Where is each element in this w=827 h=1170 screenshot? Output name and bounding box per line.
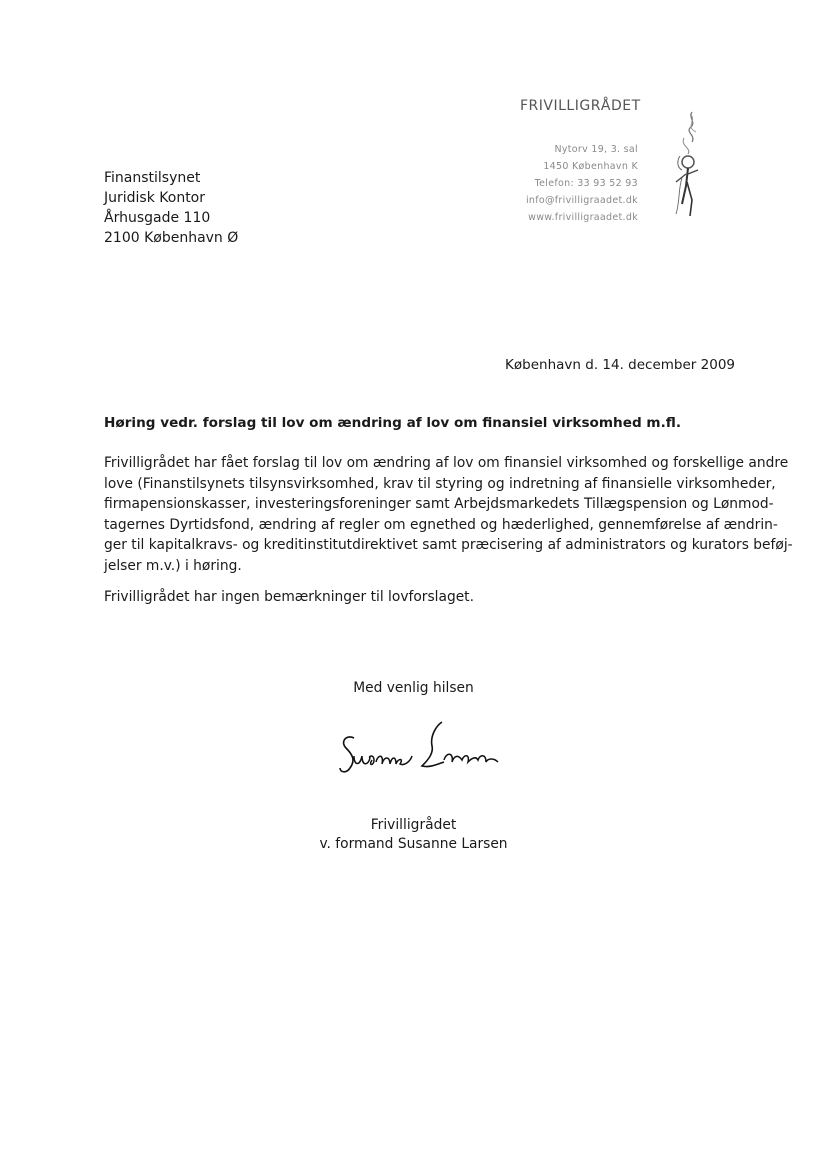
body-line: firmapensionskasser, investeringsforeninger samt Arbejdsmarkedets Tillægspension og Lønmod- — [104, 496, 774, 513]
body-paragraph-2: Frivilligrådet har ingen bemærkninger til lovforslaget. — [104, 589, 474, 605]
letter-subject: Høring vedr. forslag til lov om ændring af lov om finansiel virksomhed m.fl. — [104, 415, 681, 431]
body-paragraph-1 — [104, 453, 793, 577]
signature-handwritten — [338, 720, 508, 785]
body-line: ger til kapitalkravs- og kreditinstitutdirektivet samt præcisering af administrators og kurators beføj- — [104, 537, 793, 554]
body-line: Frivilligrådet har fået forslag til lov om ændring af lov om finansiel virksomhed og forskellige andre — [104, 455, 789, 471]
letterhead-phone: Telefon: 33 93 52 93 — [534, 178, 638, 189]
body-line: tagernes Dyrtidsfond, ændring af regler om egnethed og hæderlighed, gennemførelse af ændrin- — [104, 516, 778, 533]
signature-signer: v. formand Susanne Larsen — [319, 836, 508, 852]
body-line: love (Finanstilsynets tilsynsvirksomhed, krav til styring og indretning af finansielle virksomheder, — [104, 475, 776, 492]
body-line: jelser m.v.) i høring. — [104, 557, 242, 574]
letterhead-address — [490, 141, 638, 226]
recipient-line: Juridisk Kontor — [104, 190, 206, 206]
recipient-line: Finanstilsynet — [104, 170, 201, 186]
letterhead-address-line: Nytorv 19, 3. sal — [554, 144, 638, 155]
letterhead-website: www.frivilligraadet.dk — [528, 212, 638, 223]
logo-figure-icon — [662, 104, 712, 229]
letterhead-email: info@frivilligraadet.dk — [525, 195, 638, 206]
closing-greeting: Med venlig hilsen — [353, 680, 474, 696]
recipient-line: 2100 København Ø — [104, 230, 239, 246]
recipient-line: Århusgade 110 — [104, 210, 211, 226]
letter-date: København d. 14. december 2009 — [505, 357, 735, 373]
letterhead-org-name: FRIVILLIGRÅDET — [520, 98, 641, 114]
recipient-address — [104, 168, 238, 248]
letterhead-address-line: 1450 København K — [543, 161, 638, 172]
signature-organization: Frivilligrådet — [370, 817, 457, 833]
